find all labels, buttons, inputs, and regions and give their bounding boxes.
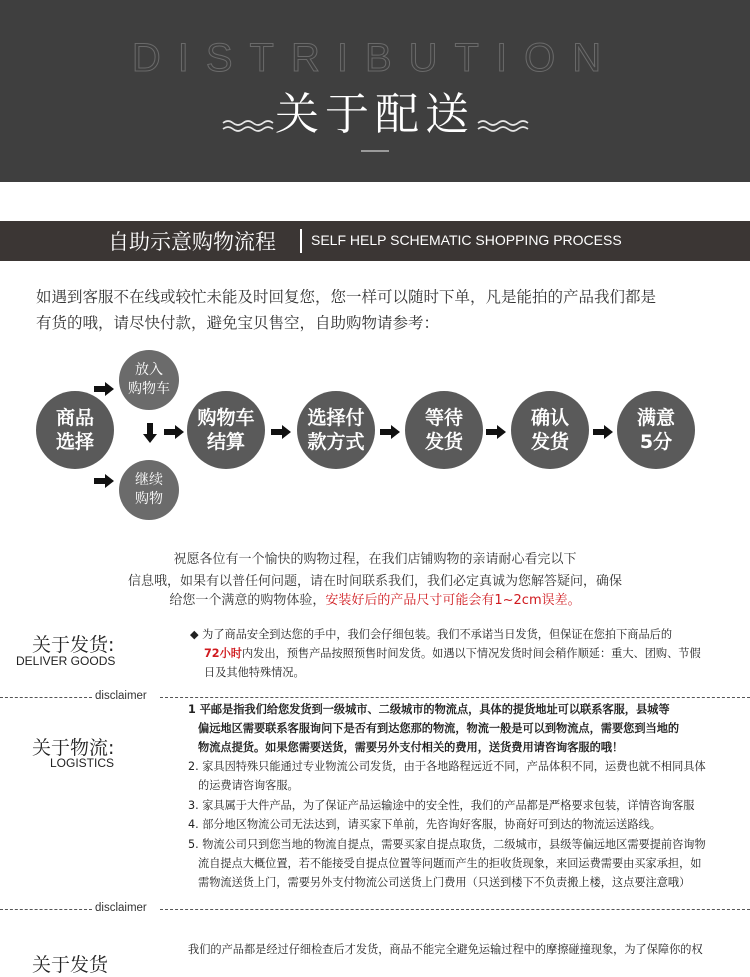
- wave-ornament-left-icon: [221, 118, 275, 134]
- arrow-right-icon: [94, 382, 114, 396]
- intro-line-2: 有货的哦，请尽快付款，避免宝贝售空，自助购物请参考：: [36, 314, 440, 332]
- disclaimer-divider: [0, 902, 750, 916]
- section-title: 自助示意购物流程: [108, 230, 276, 254]
- deliver-label: 关于发货:: [32, 634, 115, 656]
- logistics-item-4: 4. 部分地区物流公司无法达到，请买家下单前，先咨询好客服，协商好可到达的物流运送路线。: [188, 818, 661, 831]
- logistics-item-5-line-1: 5. 物流公司只到您当地的物流自提点，需要买家自提点取货，二级城市，县级等偏远地区需要提前咨询物: [188, 838, 706, 851]
- disclaimer-label: disclaimer: [95, 690, 147, 702]
- wish-line-1: 祝愿各位有一个愉快的购物过程，在我们店铺购物的亲请耐心看完以下: [173, 552, 577, 567]
- step-choose-payment: 选择付 款方式: [297, 391, 375, 469]
- logistics-item-3: 3. 家具属于大件产品，为了保证产品运输途中的安全性，我们的产品都是严格要求包装，详情咨询客服: [188, 799, 695, 812]
- step-add-to-cart: 放入 购物车: [119, 350, 179, 410]
- logistics-label: 关于物流:: [32, 737, 115, 759]
- deliver-line-3: 日及其他特殊情况。: [204, 666, 305, 679]
- wish-line-3-text: 给您一个满意的购物体验，: [169, 593, 326, 608]
- logistics-item-1-line-3: 物流点提货。如果您需要送货，需要另外支付相关的费用，送货费用请咨询客服的哦！: [198, 741, 624, 754]
- deliver-line-2: 72小时内发出，预售产品按照预售时间发货。如遇以下情况发货时间会稍作顺延：重大、团购、节假: [204, 647, 701, 660]
- size-tolerance-note: 安装好后的产品尺寸可能会有1~2cm误差。: [325, 593, 581, 608]
- wish-line-3: [0, 589, 750, 608]
- arrow-right-icon: [94, 474, 114, 488]
- step-rate-five: 满意 5分: [617, 391, 695, 469]
- deliver-line-1: ◆ 为了商品安全到达您的手中，我们会仔细包装。我们不承诺当日发货，但保证在您拍下商品后的: [190, 628, 673, 641]
- arrow-right-icon: [164, 425, 184, 439]
- step-checkout: 购物车 结算: [187, 391, 265, 469]
- arrow-right-icon: [486, 425, 506, 439]
- arrow-down-icon: [143, 423, 157, 443]
- wave-ornament-right-icon: [476, 118, 530, 134]
- banner-english-title: DISTRIBUTION: [131, 36, 619, 80]
- step-select-goods: 商品 选择: [36, 391, 114, 469]
- deliver-label-english: DELIVER GOODS: [16, 654, 116, 668]
- section-title-separator: [300, 229, 302, 253]
- logistics-item-5-line-3: 需物流送货上门，需要另外支付物流公司送货上门费用（只送到楼下不负责搬上楼，这点要注意哦）: [198, 876, 691, 889]
- logistics-item-1-line-1: 1 平邮是指我们给您发货到一级城市、二级城市的物流点，具体的提货地址可以联系客服，县城等: [188, 703, 670, 716]
- disclaimer-label: disclaimer: [95, 902, 147, 914]
- intro-line-1: 如遇到客服不在线或较忙未能及时回复您，您一样可以随时下单，凡是能拍的产品我们都是: [36, 288, 657, 306]
- logistics-item-1-line-2: 偏远地区需要联系客服询问下是否有到达您那的物流，物流一般是可以到物流点，需要您到当地的: [198, 722, 680, 735]
- arrow-right-icon: [593, 425, 613, 439]
- bottom-line: 我们的产品都是经过仔细检查后才发货，商品不能完全避免运输过程中的摩擦碰撞现象，为了保障你的权: [188, 943, 703, 956]
- section-english-title: SELF HELP SCHEMATIC SHOPPING PROCESS: [311, 232, 622, 248]
- step-confirm-shipping: 确认 发货: [511, 391, 589, 469]
- step-continue-shopping: 继续 购物: [119, 460, 179, 520]
- logistics-item-5-line-2: 流自提点大概位置，若不能接受自提点位置等问题而产生的拒收货现象，来回运费需要由买家承担，如: [198, 857, 702, 870]
- logistics-label-english: LOGISTICS: [50, 756, 115, 770]
- banner-divider: [361, 150, 389, 152]
- arrow-right-icon: [380, 425, 400, 439]
- banner-title: 关于配送: [275, 89, 475, 140]
- bottom-label: 关于发货: [32, 954, 109, 976]
- deliver-hours: 72小时: [204, 647, 242, 660]
- step-wait-shipping: 等待 发货: [405, 391, 483, 469]
- bullet-icon: ◆: [190, 628, 199, 641]
- intro-text: [36, 284, 716, 336]
- logistics-item-2-line-1: 2. 家具因特殊只能通过专业物流公司发货，由于各地路程远近不同，产品体积不同，运费也就不相同具体: [188, 760, 706, 773]
- wish-line-2: 信息哦，如果有以普任何问题，请在时间联系我们，我们必定真诚为您解答疑问，确保: [127, 574, 622, 589]
- arrow-right-icon: [271, 425, 291, 439]
- logistics-item-2-line-2: 的运费请咨询客服。: [198, 779, 299, 792]
